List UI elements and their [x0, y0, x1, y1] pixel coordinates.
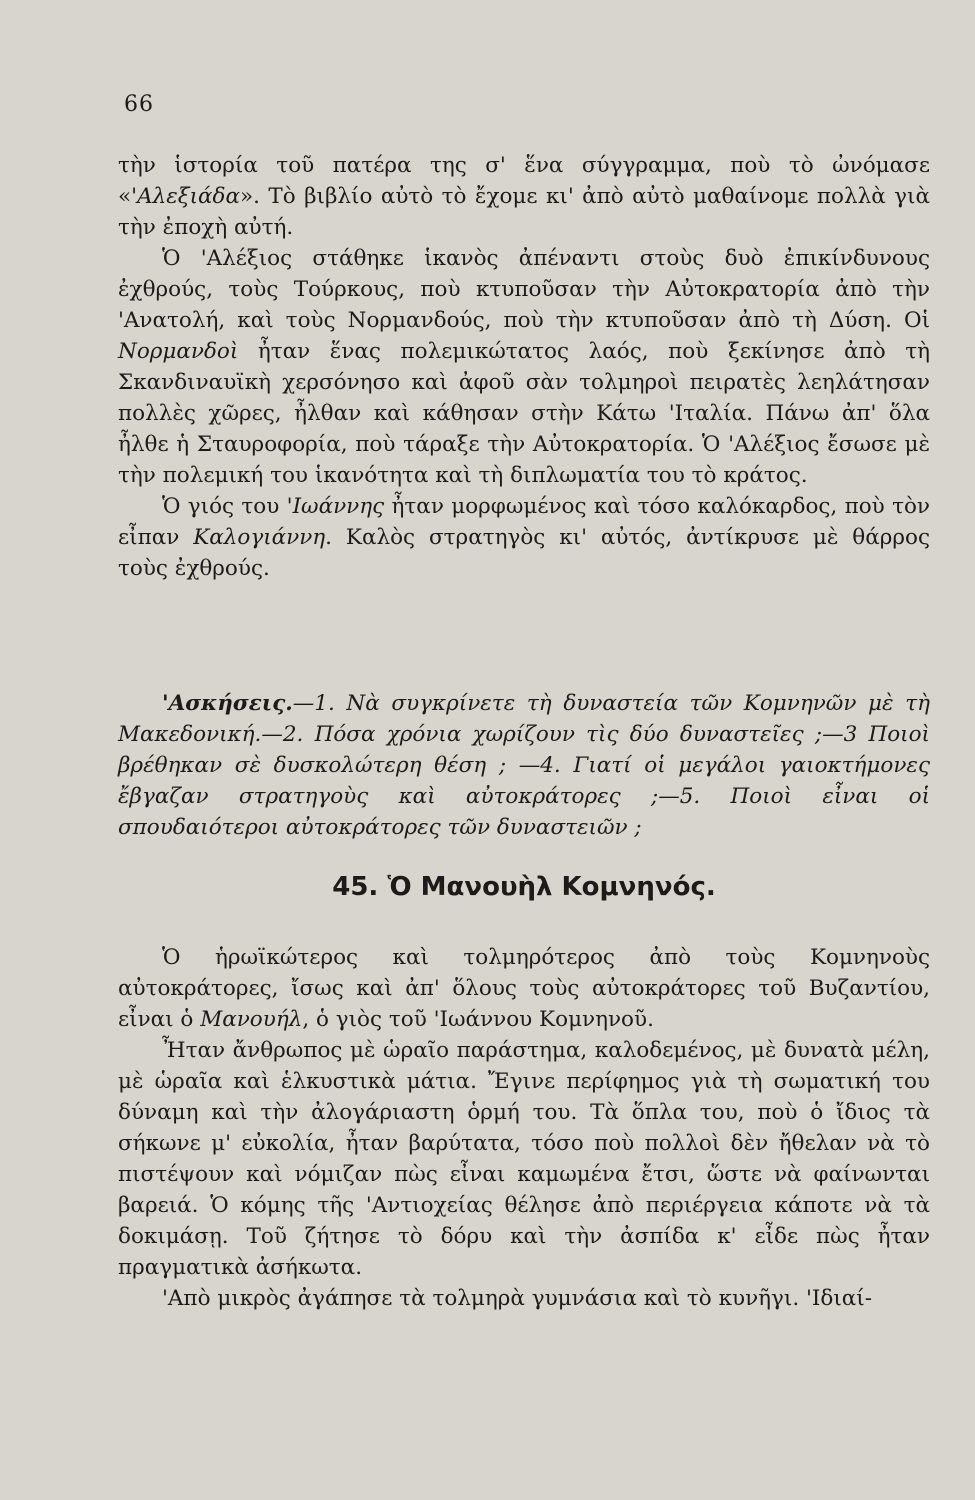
text-run: Ὁ γιός του — [162, 494, 287, 519]
text-run: Ὁ ἡρωϊκώτερος καὶ τολμηρότερος ἀπὸ τοὺς Κομνηνοὺς αὐτοκράτορες, ἴσως καὶ ἀπ' ὅλους τοὺς αὐτοκράτορες τοῦ Βυζαντίου, εἶναι ὁ — [118, 945, 930, 1032]
name-ioannis: 'Ιωάννης — [286, 494, 385, 519]
section-text-manouil — [118, 942, 930, 1314]
text-run: ἦταν ἕνας πολεμικώτατος λαός, ποὺ ξεκίνησε ἀπὸ τὴ Σκανδιναυϊκὴ χερσόνησο καὶ ἀφοῦ σὰν τολμηροὶ πειρατὲς λεηλάτησαν πολλὲς χῶρες, ἦλθαν καὶ κάθησαν στὴν Κάτω 'Ιταλία. Πάνω ἀπ' ὅλα ἦλθε ἡ Σταυροφορία, ποὺ τάραξε τὴν Αὐτοκρατορία. Ὁ 'Αλέξιος ἔσωσε μὲ τὴν πολεμική του ἱκανότητα καὶ τὴ διπλωματία του τὸ κράτος. — [118, 339, 930, 488]
name-kaloiannis: Καλογιάννη — [193, 525, 326, 550]
paragraph-manouil-intro — [118, 942, 930, 1035]
page-number: 66 — [124, 92, 154, 117]
paragraph-manouil-strength: Ἦταν ἄνθρωπος μὲ ὡραῖο παράστημα, καλοδεμένος, μὲ δυνατὰ μέλη, μὲ ὡραῖα καὶ ἑλκυστικὰ μάτια. Ἔγινε περίφημος γιὰ τὴ σωματική του δύναμη καὶ τὴν ἀλογάριαστη ὁρμή του. Τὰ ὅπλα του, ποὺ ὁ ἴδιος τὰ σήκωνε μ' εὐκολία, ἦταν βαρύτατα, τόσο ποὺ πολλοὶ δὲν ἤθελαν νὰ τὸ πιστέψουν καὶ νόμιζαν πὼς εἶναι καμωμένα ἔτσι, ὥστε νὰ φαίνωνται βαρειά. Ὁ κόμης τῆς 'Αντιοχείας θέλησε ἀπὸ περιέργεια κάποτε νὰ τὰ δοκιμάσῃ. Τοῦ ζήτησε τὸ δόρυ καὶ τὴν ἀσπίδα κ' εἶδε πὼς ἦταν πραγματικὰ ἀσήκωτα. — [118, 1038, 930, 1280]
name-manouil: Μανουήλ — [200, 1007, 303, 1032]
chapter-heading: 45. Ὁ Μανουὴλ Κομνηνός. — [332, 872, 716, 902]
text-run: ἦταν μορφωμένος καὶ τόσο καλόκαρδος, ποὺ τὸν εἶπαν — [118, 494, 930, 550]
exercises-paragraph — [118, 688, 930, 843]
paragraph-manouil-youth: 'Απὸ μικρὸς ἀγάπησε τὰ τολμηρὰ γυμνάσια καὶ τὸ κυνῆγι. 'Ιδιαί- — [162, 1286, 872, 1311]
exercises-text: —1. Νὰ συγκρίνετε τὴ δυναστεία τῶν Κομνηνῶν μὲ τὴ Μακεδονική.—2. Πόσα χρόνια χωρίζουν τὶς δύο δυναστεῖες ;—3 Ποιοὶ βρέθηκαν σὲ δυσκολώτερη θέση ; —4. Γιατί οἱ μεγάλοι γαιοκτήμονες ἔβγαζαν στρατηγοὺς καὶ αὐτοκράτορες ;—5. Ποιοὶ εἶναι οἱ σπουδαιότεροι αὐτοκράτορες τῶν δυναστειῶν ; — [118, 691, 930, 840]
exercises-label: 'Ασκήσεις. — [162, 691, 293, 716]
paragraph-enemies — [118, 243, 930, 491]
paragraph-ioannis — [118, 491, 930, 584]
text-run: ». Τὸ βιβλίο αὐτὸ τὸ ἔχομε κι' ἀπὸ αὐτὸ μαθαίνομε πολλὰ γιὰ τὴν ἐποχὴ αὐτή. — [118, 184, 930, 240]
book-title-alexiad: 'Αλεξιάδα — [131, 184, 241, 209]
section-text-alexios — [118, 150, 930, 584]
exercises-block — [118, 688, 930, 843]
text-run: , ὁ γιὸς τοῦ 'Ιωάννου Κομνηνοῦ. — [302, 1007, 654, 1032]
text-run: . Καλὸς στρατηγὸς κι' αὐτός, ἀντίκρυσε μὲ θάρρος τοὺς ἐχθρούς. — [118, 525, 930, 581]
text-run: τὴν ἱστορία τοῦ πατέρα της σ' ἕνα σύγγραμμα, ποὺ τὸ ὠνόμασε « — [118, 153, 930, 209]
term-normans: Νορμανδοὶ — [118, 339, 239, 364]
paragraph-alexiad — [118, 150, 930, 243]
text-run: Ὁ 'Αλέξιος στάθηκε ἱκανὸς ἀπέναντι στοὺς δυὸ ἐπικίνδυνους ἐχθρούς, τοὺς Τούρκους, ποὺ κτυποῦσαν τὴν Αὐτοκρατορία ἀπὸ τὴν 'Ανατολή, καὶ τοὺς Νορμανδούς, ποὺ τὴν κτυποῦσαν ἀπὸ τὴ Δύση. Οἱ — [118, 246, 930, 333]
